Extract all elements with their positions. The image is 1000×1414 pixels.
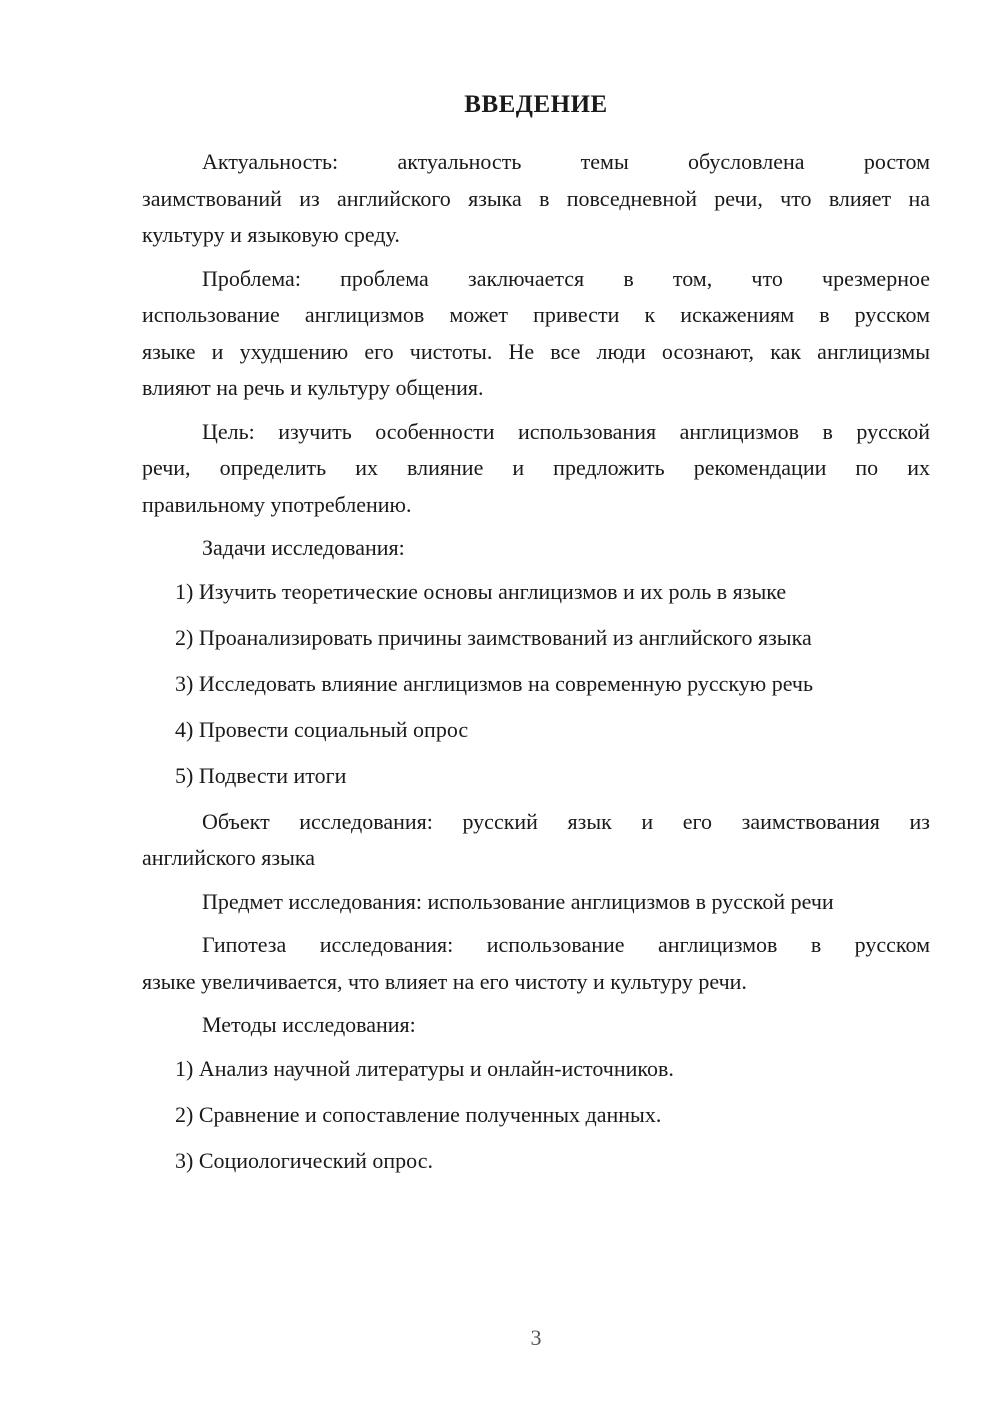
text-line: 2) Проанализировать причины заимствований из английского языка: [175, 624, 812, 650]
text-line: Предмет исследования: использование англицизмов в русской речи: [202, 888, 834, 914]
paragraph: [142, 884, 930, 921]
text-line: Гипотеза исследования: использование англицизмов в русском: [202, 932, 930, 957]
paragraph: [142, 144, 930, 254]
text-line: использование англицизмов может привести к искажениям в русском: [142, 302, 930, 327]
text-line: речи, определить их влияние и предложить рекомендации по их: [142, 455, 930, 480]
text-line: влияют на речь и культуру общения.: [142, 375, 484, 400]
text-line: 4) Провести социальный опрос: [175, 716, 469, 742]
list-item: [142, 758, 930, 795]
list-item: [142, 620, 930, 657]
text-line: 3) Социологический опрос.: [175, 1147, 433, 1173]
text-line: языке и ухудшению его чистоты. Не все люди осознают, как англицизмы: [142, 338, 930, 364]
text-line: культуру и языковую среду.: [142, 222, 400, 247]
list-item: [142, 666, 930, 703]
paragraph: [142, 414, 930, 524]
paragraph: [142, 1007, 930, 1044]
list-item: [142, 574, 930, 611]
text-line: Цель: изучить особенности использования англицизмов в русской: [202, 418, 930, 444]
text-line: английского языка: [142, 845, 315, 870]
paragraph: [142, 927, 930, 1000]
list-item: [142, 712, 930, 749]
page-number: 3: [530, 1325, 542, 1350]
list-item: [142, 1097, 930, 1134]
text-line: Актуальность: актуальность темы обусловлена ростом: [202, 149, 930, 174]
text-line: языке увеличивается, что влияет на его чистоту и культуру речи.: [142, 968, 747, 994]
text-line: 3) Исследовать влияние англицизмов на современную русскую речь: [175, 670, 814, 696]
text-line: 2) Сравнение и сопоставление полученных данных.: [175, 1101, 662, 1127]
document-body: [142, 144, 930, 1179]
text-line: Проблема: проблема заключается в том, что чрезмерное: [202, 265, 930, 291]
text-line: 1) Анализ научной литературы и онлайн-источников.: [175, 1055, 674, 1081]
text-line: 5) Подвести итоги: [175, 762, 347, 788]
text-line: заимствований из английского языка в повседневной речи, что влияет на: [142, 185, 930, 211]
paragraph: [142, 804, 930, 877]
content-area: [142, 90, 930, 1189]
paragraph: [142, 530, 930, 567]
paragraph: [142, 261, 930, 407]
text-line: Объект исследования: русский язык и его заимствования из: [202, 808, 930, 834]
page-title: ВВЕДЕНИЕ: [464, 91, 608, 118]
list-item: [142, 1051, 930, 1088]
text-line: 1) Изучить теоретические основы англицизмов и их роль в языке: [175, 578, 787, 604]
list-item: [142, 1143, 930, 1180]
text-line: правильному употреблению.: [142, 491, 412, 517]
text-line: Задачи исследования:: [202, 535, 405, 560]
text-line: Методы исследования:: [202, 1012, 416, 1037]
